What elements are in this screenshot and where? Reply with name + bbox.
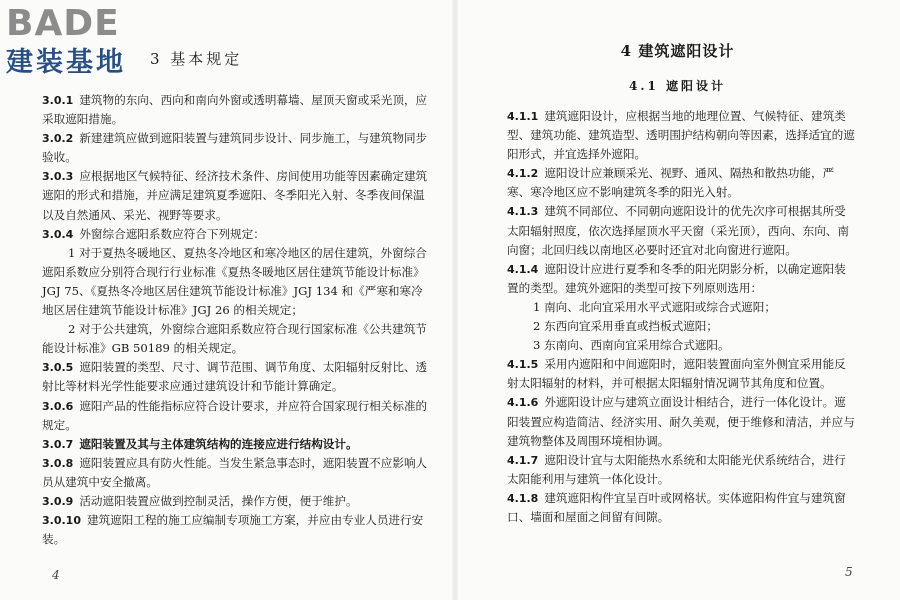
clause-number: 4.1.2	[507, 167, 539, 181]
clause-number: 3.0.6	[42, 399, 74, 413]
clause-text: 建筑不同部位、不同朝向遮阳设计的优先次序可根据其所受太阳辐射照度，依次选择屋顶水平天窗（采光顶），西向、东向、南向窗；北回归线以南地区必要时还宜对北向窗进行遮阳。	[507, 204, 850, 257]
clause-text: 遮阳装置应具有防火性能。当发生紧急事态时，遮阳装置不应影响人员从建筑中安全撤离。	[42, 455, 428, 489]
clause	[507, 355, 855, 393]
right-page-content	[507, 107, 855, 527]
clause	[42, 167, 428, 224]
clause-text: 建筑物的东向、西向和南向外窗或透明幕墙、屋顶天窗或采光顶，应采取遮阳措施。	[42, 93, 428, 127]
clause-text: 建筑遮阳设计，应根据当地的地理位置、气候特征、建筑类型、建筑功能、建筑造型、透明围护结构朝向等因素，选择适宜的遮阳形式，并宜选择外遮阳。	[507, 109, 855, 162]
item-number: 3	[533, 338, 541, 353]
clause	[42, 397, 428, 435]
item-text: 对于夏热冬暖地区、夏热冬冷地区和寒冷地区的居住建筑，外窗综合遮阳系数应分别符合现行行业标准《夏热冬暖地区居住建筑节能设计标准》JGJ 75、《夏热冬冷地区居住建筑节能设计标准》JGJ 134 和《严寒和寒冷地区居住建筑节能设计标准》JGJ 26 的相关规定；	[42, 245, 427, 318]
clause-number: 4.1.5	[507, 358, 539, 372]
clause	[507, 164, 855, 202]
clause-text: 外遮阳设计应与建筑立面设计相结合，进行一体化设计。遮阳装置应构造简洁、经济实用、耐久美观，便于维修和清洁，并应与建筑物整体及周围环境相协调。	[507, 395, 855, 448]
chapter-heading: 4 建筑遮阳设计	[620, 42, 735, 60]
item-number: 1	[68, 245, 76, 260]
clause	[42, 511, 428, 549]
clause	[507, 260, 855, 298]
clause-text: 新建建筑应做到遮阳装置与建筑同步设计、同步施工，与建筑物同步验收。	[42, 131, 428, 165]
clause-text: 应根据地区气候特征、经济技术条件、房间使用功能等因素确定建筑遮阳的形式和措施，并应满足建筑夏季遮阳、冬季阳光入射、冬季夜间保温以及自然通风、采光、视野等要求。	[42, 169, 428, 222]
clause	[507, 202, 855, 259]
page-number: 5	[845, 565, 853, 579]
clause-mandatory	[42, 435, 428, 454]
clause-number: 3.0.4	[42, 227, 74, 241]
clause-number: 3.0.1	[42, 94, 74, 107]
clause-text: 活动遮阳装置应做到控制灵活，操作方便，便于维护。	[79, 493, 358, 508]
clause-text: 遮阳设计宜与太阳能热水系统和太阳能光伏系统结合，进行太阳能利用与建筑一体化设计。	[507, 452, 846, 486]
clause-text: 建筑遮阳工程的施工应编制专项施工方案，并应由专业人员进行安装。	[42, 513, 424, 547]
clause	[42, 91, 428, 129]
clause-text: 遮阳装置的类型、尺寸、调节范围、调节角度、太阳辐射反射比、透射比等材料光学性能要求应通过建筑设计和节能计算确定。	[42, 360, 428, 394]
clause-text: 遮阳产品的性能指标应符合设计要求，并应符合国家现行相关标准的规定。	[42, 398, 428, 432]
clause	[507, 107, 855, 164]
clause-number: 3.0.9	[42, 494, 74, 508]
clause-number: 4.1.4	[507, 262, 539, 276]
clause	[507, 489, 855, 527]
item-text: 南向、北向宜采用水平式遮阳或综合式遮阳；	[544, 299, 776, 314]
clause-number: 3.0.10	[42, 514, 81, 528]
clause	[42, 454, 428, 492]
clause-number: 4.1.7	[507, 453, 539, 467]
item-text: 东南向、西南向宜采用综合式遮阳。	[544, 338, 730, 353]
clause-text: 采用内遮阳和中间遮阳时，遮阳装置面向室外侧宜采用能反射太阳辐射的材料，并可根据太阳辐射情况调节其角度和位置。	[507, 357, 846, 391]
logo-brand-en: BADE	[6, 3, 120, 44]
clause	[42, 492, 428, 511]
clause	[42, 358, 428, 396]
item-number: 1	[533, 299, 541, 314]
section-heading: 4.1 遮阳设计	[628, 79, 727, 93]
clause-text: 外窗综合遮阳系数应符合下列规定：	[79, 226, 265, 241]
clause-number: 4.1.8	[507, 491, 539, 505]
clause	[507, 451, 855, 489]
clause-text: 遮阳设计应兼顾采光、视野、通风、隔热和散热功能，严寒、寒冷地区应不影响建筑冬季的阳光入射。	[507, 166, 835, 200]
item-number: 2	[68, 322, 76, 337]
clause-number: 4.1.6	[507, 396, 539, 410]
clause-number: 4.1.1	[507, 110, 539, 123]
watermark-logo	[6, 4, 176, 88]
clause-number: 3.0.7	[42, 437, 74, 451]
clause	[42, 129, 428, 167]
left-page-content	[42, 91, 428, 549]
page-number: 4	[52, 568, 60, 582]
chapter-title: 3 基本规定	[150, 50, 243, 68]
list-item	[507, 317, 855, 336]
clause-text: 建筑遮阳构件宜呈百叶或网格状。实体遮阳构件宜与建筑窗口、墙面和屋面之间留有间隙。	[507, 490, 846, 524]
clause	[507, 393, 855, 450]
clause-text: 遮阳装置及其与主体建筑结构的连接应进行结构设计。	[79, 436, 358, 451]
clause-number: 4.1.3	[507, 205, 539, 219]
clause-number: 3.0.8	[42, 456, 74, 470]
clause-text: 遮阳设计应进行夏季和冬季的阳光阴影分析，以确定遮阳装置的类型。建筑外遮阳的类型可按下列原则选用：	[507, 261, 846, 295]
item-number: 2	[533, 319, 541, 334]
clause-number: 3.0.3	[42, 170, 74, 184]
clause-number: 3.0.2	[42, 132, 74, 146]
clause-number: 3.0.5	[42, 361, 74, 375]
logo-brand-cn: 建装基地	[6, 47, 126, 78]
item-text: 东西向宜采用垂直或挡板式遮阳；	[544, 319, 718, 334]
list-item	[507, 298, 855, 317]
right-page	[455, 0, 900, 600]
item-text: 对于公共建筑，外窗综合遮阳系数应符合现行国家标准《公共建筑节能设计标准》GB 50189 的相关规定。	[42, 322, 427, 356]
clause	[42, 225, 428, 244]
list-item	[507, 336, 855, 355]
list-item	[42, 320, 428, 358]
list-item	[42, 244, 428, 320]
